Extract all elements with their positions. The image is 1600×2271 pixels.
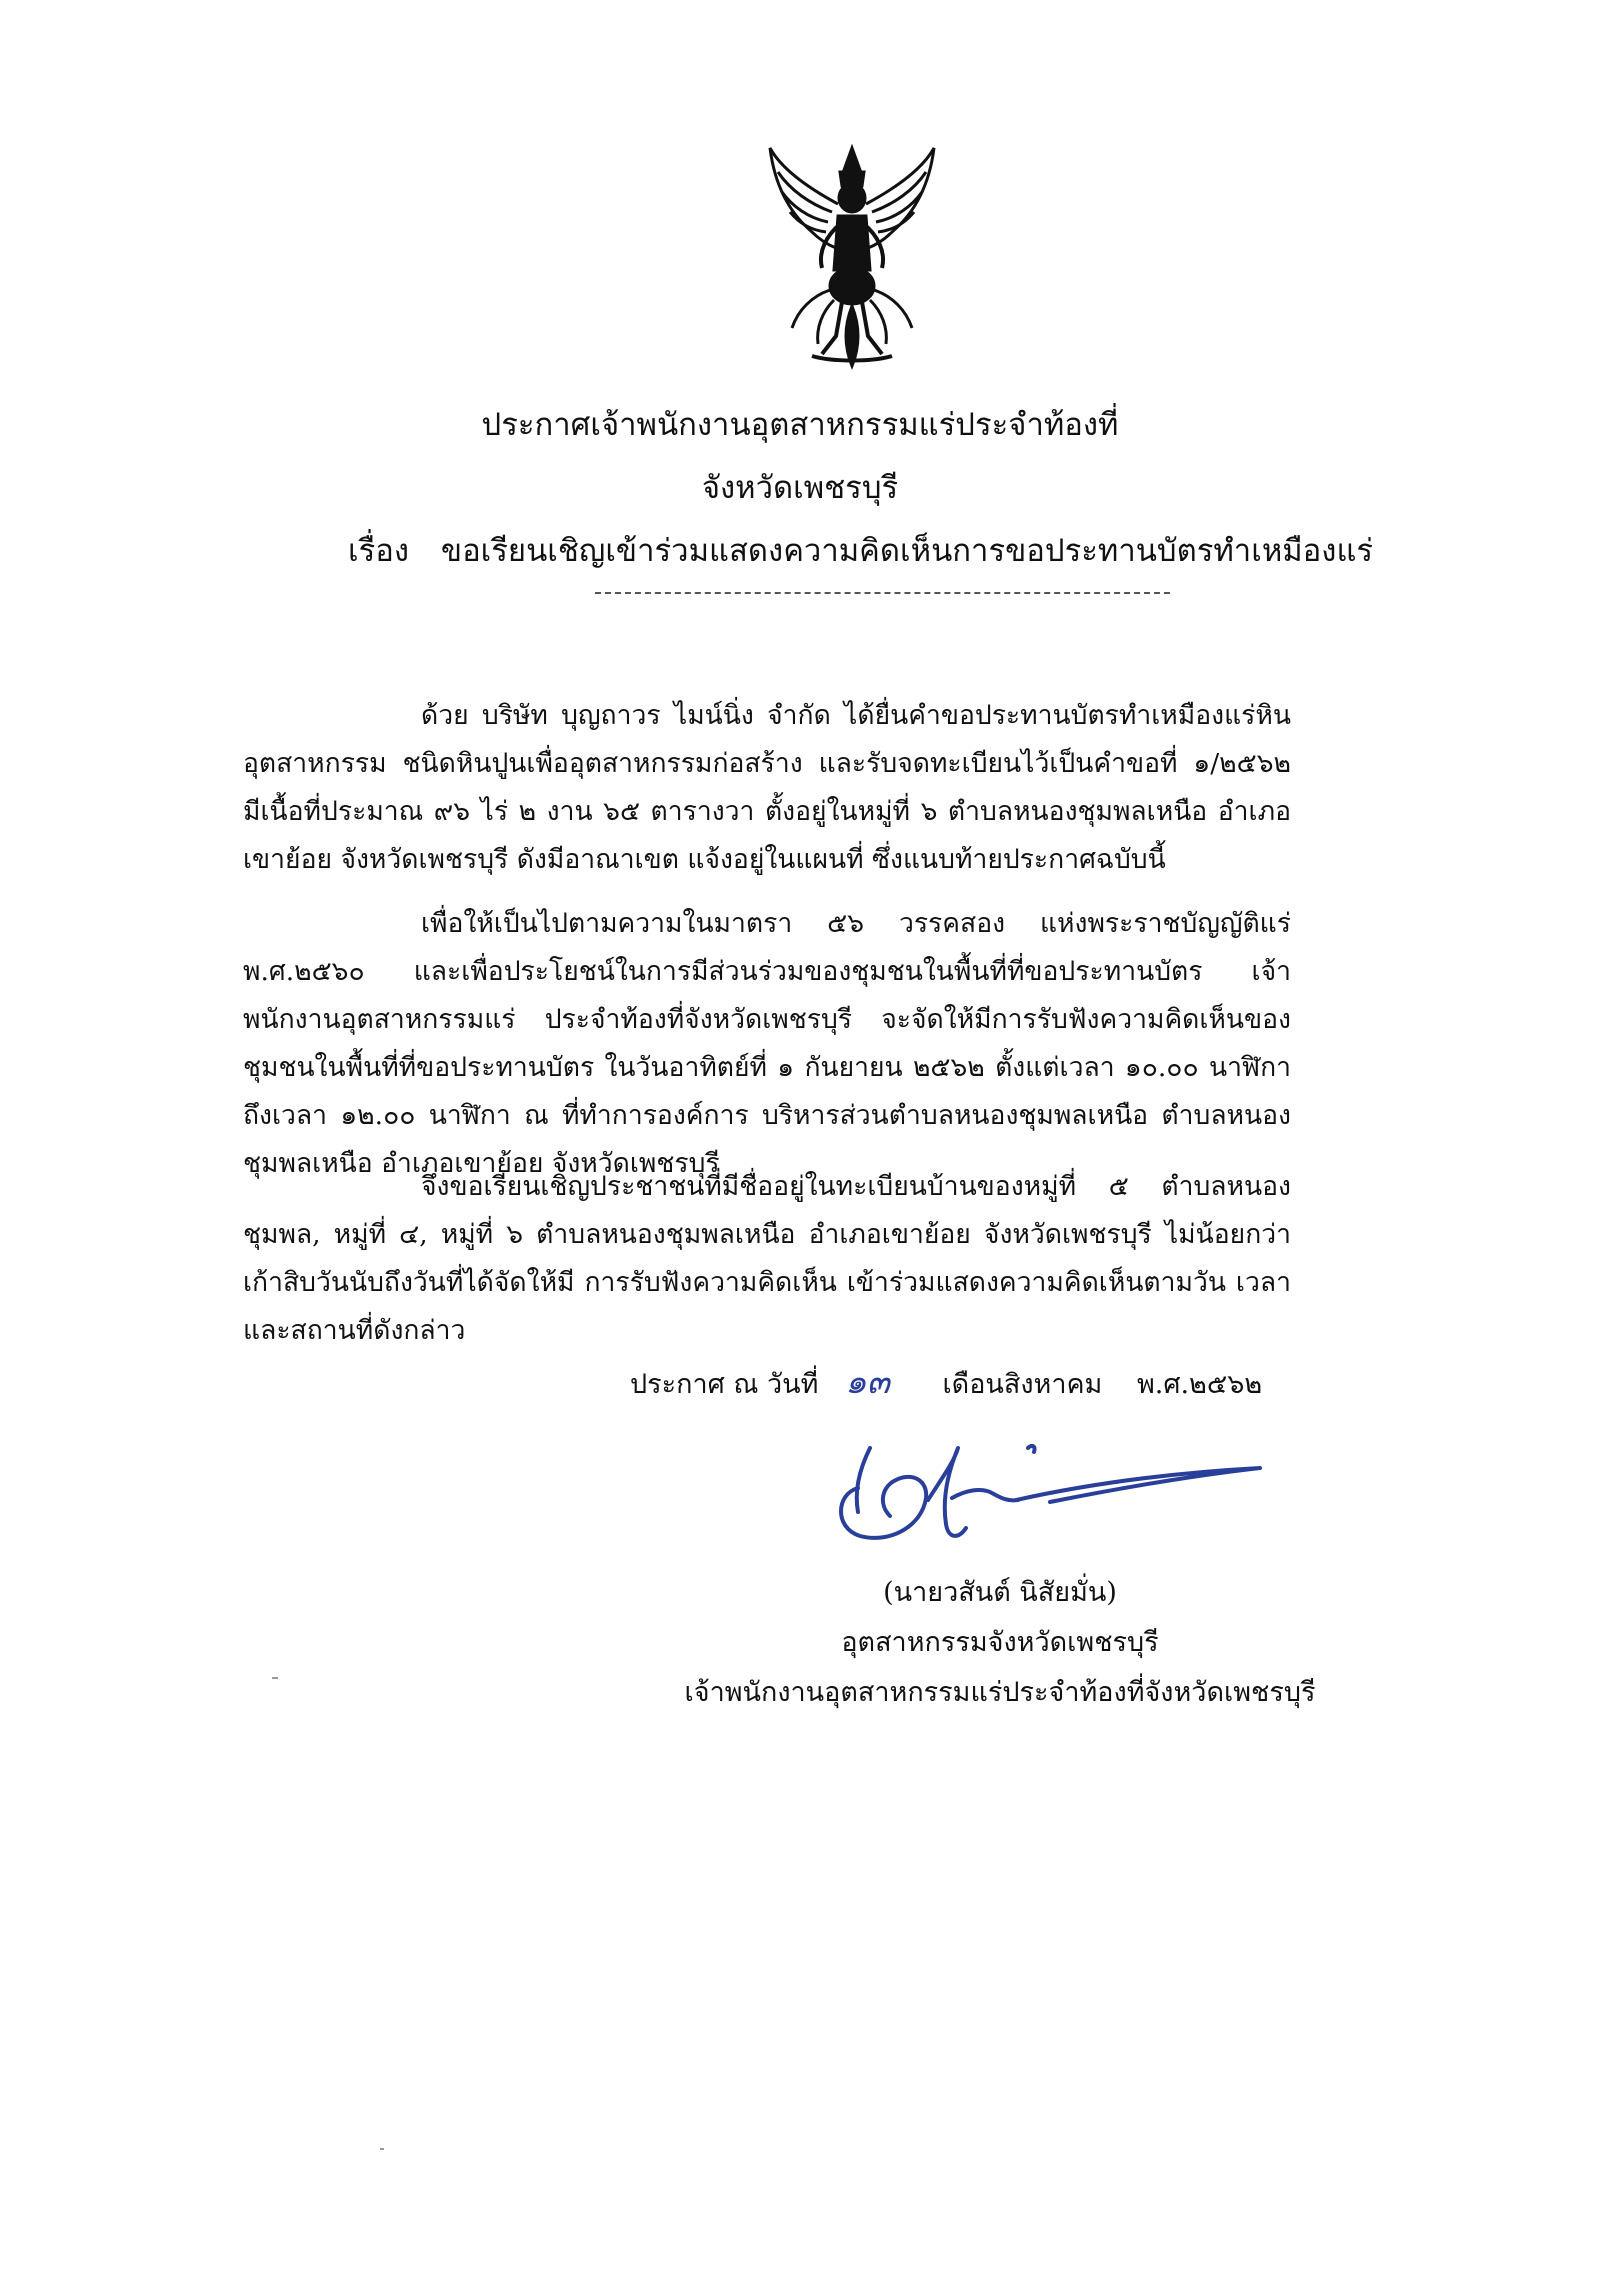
province-title: จังหวัดเพชรบุรี [701, 470, 899, 506]
date-prefix: ประกาศ ณ วันที่ [630, 1369, 819, 1400]
garuda-emblem-icon [752, 140, 952, 372]
date-month: เดือนสิงหาคม [942, 1369, 1103, 1400]
paragraph-1-text: ด้วย บริษัท บุญถาวร ไมน์นิ่ง จำกัด ได้ยื่นคำขอประทานบัตรทำเหมืองแร่หินอุตสาหกรรม ชนิดหินปูนเพื่ออุตสาหกรรมก่อสร้าง และรับจดทะเบียนไว้เป็นคำขอที่ ๑/๒๕๖๒ มีเนื้อที่ประมาณ ๙๖ ไร่ ๒ งาน ๖๕ ตารางวา ตั้งอยู่ในหมู่ที่ ๖ ตำบลหนองชุมพลเหนือ อำเภอเขาย้อย จังหวัดเพชรบุรี ดังมีอาณาเขต แจ้งอยู่ในแผนที่ ซึ่งแนบท้ายประกาศฉบับนี้ [243, 700, 1291, 875]
announcement-title: ประกาศเจ้าพนักงานอุตสาหกรรมแร่ประจำท้องที่ [481, 407, 1119, 443]
subject-label: เรื่อง [348, 533, 410, 569]
signatory-block [640, 1568, 1360, 1718]
scan-speck [380, 2148, 384, 2150]
body-paragraph-1 [243, 692, 1291, 884]
subject-line [348, 531, 1373, 571]
signatory-name: (นายวสันต์ นิสัยมั่น) [883, 1577, 1117, 1608]
body-paragraph-2 [243, 900, 1291, 1188]
subject-text: ขอเรียนเชิญเข้าร่วมแสดงความคิดเห็นการขอประทานบัตรทำเหมืองแร่ [440, 533, 1374, 569]
paragraph-2-text: เพื่อให้เป็นไปตามความในมาตรา ๕๖ วรรคสอง แห่งพระราชบัญญัติแร่ พ.ศ.๒๕๖๐ และเพื่อประโยชน์ในการมีส่วนร่วมของชุมชนในพื้นที่ที่ขอประทานบัตร เจ้าพนักงานอุตสาหกรรมแร่ ประจำท้องที่จังหวัดเพชรบุรี จะจัดให้มีการรับฟังความคิดเห็นของชุมชนในพื้นที่ที่ขอประทานบัตร ในวันอาทิตย์ที่ ๑ กันยายน ๒๕๖๒ ตั้งแต่เวลา ๑๐.๐๐ นาฬิกา ถึงเวลา ๑๒.๐๐ นาฬิกา ณ ที่ทำการองค์การ บริหารส่วนตำบลหนองชุมพลเหนือ ตำบลหนองชุมพลเหนือ อำเภอเขาย้อย จังหวัดเพชรบุรี [243, 908, 1291, 1179]
signatory-position-1: อุตสาหกรรมจังหวัดเพชรบุรี [841, 1627, 1159, 1658]
announcement-date [630, 1362, 1262, 1405]
date-day: ๑๓ [845, 1362, 890, 1402]
dashed-divider [595, 592, 1170, 594]
signatory-position-2: เจ้าพนักงานอุตสาหกรรมแร่ประจำท้องที่จังหวัดเพชรบุรี [684, 1677, 1316, 1708]
body-paragraph-3 [243, 1163, 1291, 1355]
date-year: พ.ศ.๒๕๖๒ [1136, 1369, 1263, 1400]
paragraph-3-text: จึงขอเรียนเชิญประชาชนที่มีชื่ออยู่ในทะเบียนบ้านของหมู่ที่ ๕ ตำบลหนองชุมพล, หมู่ที่ ๔, หมู่ที่ ๖ ตำบลหนองชุมพลเหนือ อำเภอเขาย้อย จังหวัดเพชรบุรี ไม่น้อยกว่าเก้าสิบวันนับถึงวันที่ได้จัดให้มี การรับฟังความคิดเห็น เข้าร่วมแสดงความคิดเห็นตามวัน เวลา และสถานที่ดังกล่าว [243, 1171, 1291, 1346]
scan-speck [272, 1677, 278, 1679]
handwritten-signature [830, 1428, 1280, 1568]
